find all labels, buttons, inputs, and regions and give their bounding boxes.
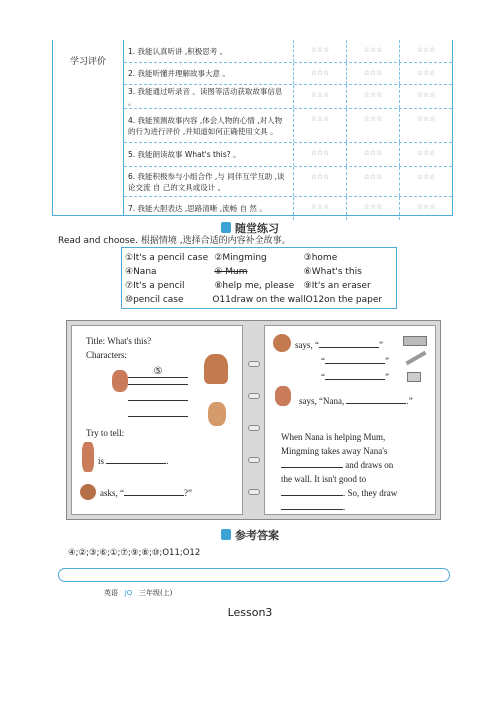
option-item: ②Mingming bbox=[214, 253, 267, 263]
story-line: . bbox=[343, 502, 346, 512]
evaluation-criterion: 3. 我能通过听录音 、读图等活动获取故事信息 。 bbox=[124, 85, 294, 108]
says-nana-text: says, “Nana, bbox=[299, 396, 345, 406]
star-rating[interactable]: ☆☆☆ bbox=[294, 143, 347, 166]
blank bbox=[281, 488, 343, 496]
option-item: ⑥What's this bbox=[303, 267, 362, 277]
evaluation-row bbox=[124, 40, 452, 62]
answers-box bbox=[58, 546, 450, 584]
footer-subject: 英语 bbox=[104, 589, 118, 597]
option-row bbox=[125, 279, 393, 293]
star-rating[interactable]: ☆☆☆ bbox=[294, 197, 347, 220]
option-row bbox=[125, 293, 393, 307]
footer bbox=[104, 588, 172, 598]
evaluation-criterion: 2. 我能听懂并理解故事大意 。 bbox=[124, 63, 294, 84]
blank bbox=[281, 502, 346, 512]
story-title: Title: What's this? bbox=[86, 336, 152, 346]
option-item: ⑦It's a pencil bbox=[125, 281, 185, 291]
blank bbox=[128, 384, 188, 385]
option-item: ③home bbox=[303, 253, 338, 263]
blank bbox=[128, 416, 188, 417]
option-item: ④Nana bbox=[125, 267, 157, 277]
star-rating[interactable]: ☆☆☆ bbox=[294, 167, 347, 196]
instruction: Read and choose. 根据情境 ,选择合适的内容补全故事。 bbox=[58, 236, 291, 246]
blank bbox=[106, 456, 166, 464]
star-rating[interactable]: ☆☆☆ bbox=[294, 85, 347, 108]
answers-title: 参考答案 bbox=[0, 527, 500, 543]
story-book bbox=[66, 320, 441, 520]
lesson-label: Lesson3 bbox=[227, 606, 273, 619]
quote-end: .” bbox=[406, 396, 413, 406]
star-rating[interactable]: ☆☆☆ bbox=[416, 91, 436, 99]
asks-end: ?” bbox=[184, 488, 192, 498]
star-rating[interactable]: ☆☆☆ bbox=[347, 109, 400, 142]
ring bbox=[248, 457, 260, 463]
option-row bbox=[125, 265, 393, 279]
evaluation-row bbox=[124, 166, 452, 196]
blank bbox=[325, 356, 385, 364]
evaluation-row bbox=[124, 196, 452, 220]
options-box bbox=[121, 247, 397, 309]
story-left-page: Title: What's this? Characters: ⑤ Try to tell: is . asks, “ ?” bbox=[71, 325, 243, 515]
star-rating[interactable]: ☆☆☆ bbox=[347, 167, 400, 196]
star-rating[interactable]: ☆☆☆ bbox=[347, 85, 400, 108]
mum-face bbox=[273, 334, 291, 352]
star-rating[interactable]: ☆☆☆ bbox=[416, 69, 436, 77]
is-text: is bbox=[98, 456, 105, 466]
evaluation-table bbox=[52, 40, 453, 216]
ring bbox=[248, 393, 260, 399]
star-rating[interactable]: ☆☆☆ bbox=[416, 46, 436, 54]
story-right-page: says, “ ” “ ” “ ” says, “Nana, .” When Nana is helping Mum, Mingming takes away Nana's and draws on the wall. It isn't good to . So, they draw . bbox=[264, 325, 436, 515]
option-item: ⑩pencil case bbox=[125, 295, 184, 305]
story-line: Mingming takes away Nana's bbox=[281, 446, 388, 456]
star-rating[interactable]: ☆☆☆ bbox=[347, 143, 400, 166]
blank bbox=[281, 460, 343, 468]
book-icon bbox=[221, 529, 231, 540]
girl-figure bbox=[112, 370, 128, 392]
footer-grade: 三年级(上) bbox=[138, 589, 173, 597]
option-item: ①It's a pencil case bbox=[125, 253, 209, 263]
evaluation-criterion: 7. 我能大胆表达 ,思路清晰 ,流畅 自 然 。 bbox=[124, 197, 294, 220]
evaluation-row bbox=[124, 84, 452, 108]
star-rating[interactable]: ☆☆☆ bbox=[416, 173, 436, 181]
practice-title: 随堂练习 bbox=[0, 220, 500, 236]
blank bbox=[128, 400, 188, 401]
book-icon bbox=[221, 222, 231, 233]
evaluation-criterion: 1. 我能认真听讲 ,积极思考 。 bbox=[124, 40, 294, 62]
blank bbox=[325, 372, 385, 380]
star-rating[interactable]: ☆☆☆ bbox=[347, 63, 400, 84]
evaluation-criterion: 5. 我能朗读故事 What's this? 。 bbox=[124, 143, 294, 166]
asks-text: asks, “ bbox=[100, 488, 124, 498]
story-line: and draws on bbox=[345, 460, 394, 470]
option-item: ⑤ Mum bbox=[214, 267, 248, 277]
pencil-case-icon bbox=[403, 336, 427, 346]
characters-label: Characters: bbox=[86, 350, 127, 360]
star-rating[interactable]: ☆☆☆ bbox=[416, 149, 436, 157]
blank bbox=[346, 396, 406, 404]
star-rating[interactable]: ☆☆☆ bbox=[294, 63, 347, 84]
evaluation-row bbox=[124, 142, 452, 166]
blank bbox=[124, 488, 184, 496]
eraser-icon bbox=[407, 372, 421, 382]
story-line: the wall. It isn't good to bbox=[281, 474, 367, 484]
answers-line bbox=[58, 568, 450, 582]
ring bbox=[248, 425, 260, 431]
ring bbox=[248, 489, 260, 495]
option-item: ⑨It's an eraser bbox=[303, 281, 371, 291]
pencil-icon bbox=[405, 351, 426, 365]
evaluation-label: 学习评价 bbox=[69, 57, 106, 67]
ring bbox=[248, 361, 260, 367]
says-text: says, “ bbox=[295, 340, 319, 350]
option-row bbox=[125, 251, 393, 265]
evaluation-criterion: 4. 我能预测故事内容 ,体会人物的心情 ,对人物的行为进行评价 ,并知道如何正确使用文具 。 bbox=[124, 109, 294, 142]
nana-figure bbox=[275, 386, 291, 406]
boy-figure bbox=[208, 402, 226, 426]
option-item: O11draw on the wall bbox=[212, 295, 306, 305]
evaluation-row bbox=[124, 108, 452, 142]
star-rating[interactable]: ☆☆☆ bbox=[294, 40, 347, 62]
story-line: . So, they draw bbox=[343, 488, 398, 498]
quote-end: ” bbox=[379, 340, 383, 350]
option-item: ⑧help me, please bbox=[214, 281, 295, 291]
story-line: When Nana is helping Mum, bbox=[281, 432, 386, 442]
girl-face bbox=[80, 484, 96, 500]
star-rating[interactable]: ☆☆☆ bbox=[416, 115, 436, 123]
mum-figure bbox=[204, 354, 228, 384]
evaluation-rows bbox=[123, 40, 452, 215]
blank bbox=[319, 340, 379, 348]
evaluation-criterion: 6. 我能积极参与小组合作 ,与 同伴互学互助 ,谈论交流 自 己的文具或设计 。 bbox=[124, 167, 294, 196]
answers-text: ④;②;③;⑥;①;⑦;⑨;⑧;⑩;O11;O12 bbox=[68, 548, 201, 558]
star-rating[interactable]: ☆☆☆ bbox=[294, 109, 347, 142]
star-rating[interactable]: ☆☆☆ bbox=[416, 203, 436, 211]
footer-code: JQ bbox=[124, 589, 133, 597]
star-rating[interactable]: ☆☆☆ bbox=[347, 197, 400, 220]
child-figure bbox=[82, 442, 94, 472]
try-label: Try to tell: bbox=[86, 428, 125, 438]
star-rating[interactable]: ☆☆☆ bbox=[347, 40, 400, 62]
evaluation-row bbox=[124, 62, 452, 84]
option-item: O12on the paper bbox=[305, 295, 383, 305]
filled-blank: ⑤ bbox=[128, 366, 188, 378]
